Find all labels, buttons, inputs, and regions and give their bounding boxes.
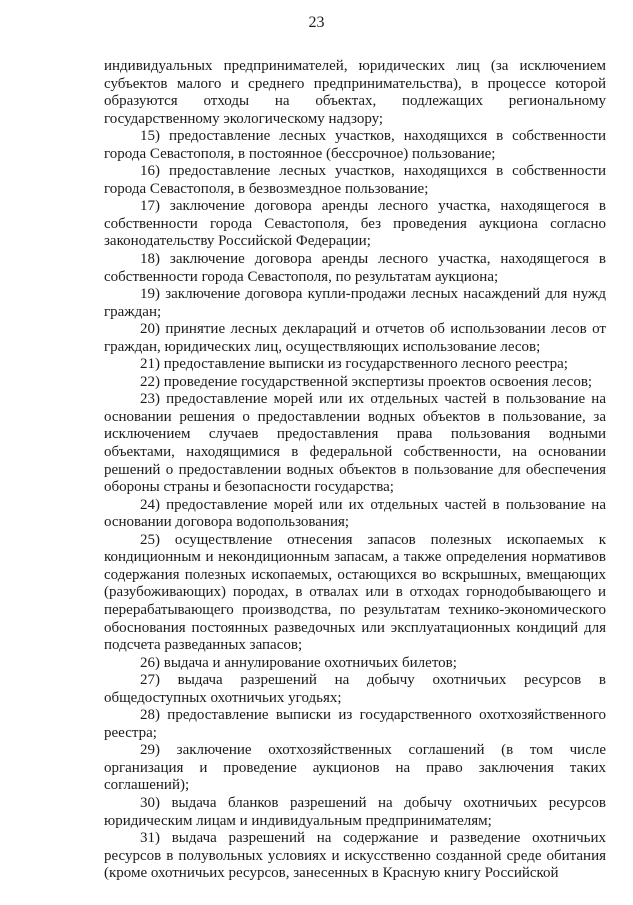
list-item-23: 23) предоставление морей или их отдельных частей в пользование на основании решения о предоставлении водных объектов в пользование, за исключением случаев предоставления права пользования водными объектами, находящимися в федеральной собственности, на основании решений о предоставлении водных объектов в пользование для обеспечения обороны страны и безопасности государства;	[104, 391, 606, 496]
list-item-31: 31) выдача разрешений на содержание и разведение охотничьих ресурсов в полувольных условиях и искусственно созданной среде обитания (кроме охотничьих ресурсов, занесенных в Красную книгу Российской	[104, 830, 606, 882]
list-item-22: 22) проведение государственной экспертизы проектов освоения лесов;	[140, 373, 593, 390]
list-item-18: 18) заключение договора аренды лесного участка, находящегося в собственности города Севастополя, по результатам аукциона;	[104, 251, 606, 285]
list-item-25: 25) осуществление отнесения запасов полезных ископаемых к кондиционным и некондиционным запасам, а также определения нормативов содержания полезных ископаемых, остающихся во вскрышных, вмещающих (разубоживающих) породах, в отвалах или в отходах горнодобывающего и перерабатывающего производства, по результатам технико-экономического обоснования постоянных разведочных или эксплуатационных кондиций для подсчета разведанных запасов;	[104, 531, 606, 654]
list-item-24: 24) предоставление морей или их отдельных частей в пользование на основании договора водопользования;	[104, 496, 606, 531]
list-item-30: 30) выдача бланков разрешений на добычу охотничьих ресурсов юридическим лицам и индивидуальным предпринимателям;	[104, 794, 606, 829]
list-item-29: 29) заключение охотхозяйственных соглашений (в том числе организация и проведение аукционов на право заключения таких соглашений);	[104, 742, 606, 794]
list-item-21: 21) предоставление выписки из государственного лесного реестра;	[140, 356, 568, 373]
list-item-17: 17) заключение договора аренды лесного участка, находящегося в собственности города Севастополя, без проведения аукциона согласно законодательству Российской Федерации;	[104, 198, 606, 250]
list-item-19: 19) заключение договора купли-продажи лесных насаждений для нужд граждан;	[104, 286, 606, 320]
list-item-15: 15) предоставление лесных участков, находящихся в собственности города Севастополя, в постоянное (бессрочное) пользование;	[104, 128, 606, 162]
paragraph-continuation: индивидуальных предпринимателей, юридических лиц (за исключением субъектов малого и среднего предпринимательства), в процессе которой образуются отходы на объектах, подлежащих региональному государственному экологическому надзору;	[104, 58, 606, 127]
list-item-26: 26) выдача и аннулирование охотничьих билетов;	[140, 654, 457, 671]
list-item-28: 28) предоставление выписки из государственного охотхозяйственного реестра;	[104, 707, 606, 741]
page-number: 23	[308, 14, 325, 31]
list-item-20: 20) принятие лесных деклараций и отчетов об использовании лесов от граждан, юридических лиц, осуществляющих использование лесов;	[104, 321, 606, 355]
list-item-16: 16) предоставление лесных участков, находящихся в собственности города Севастополя, в безвозмездное пользование;	[104, 163, 606, 197]
document-body	[104, 58, 606, 883]
list-item-27: 27) выдача разрешений на добычу охотничьих ресурсов в общедоступных охотничьих угодьях;	[104, 672, 606, 706]
